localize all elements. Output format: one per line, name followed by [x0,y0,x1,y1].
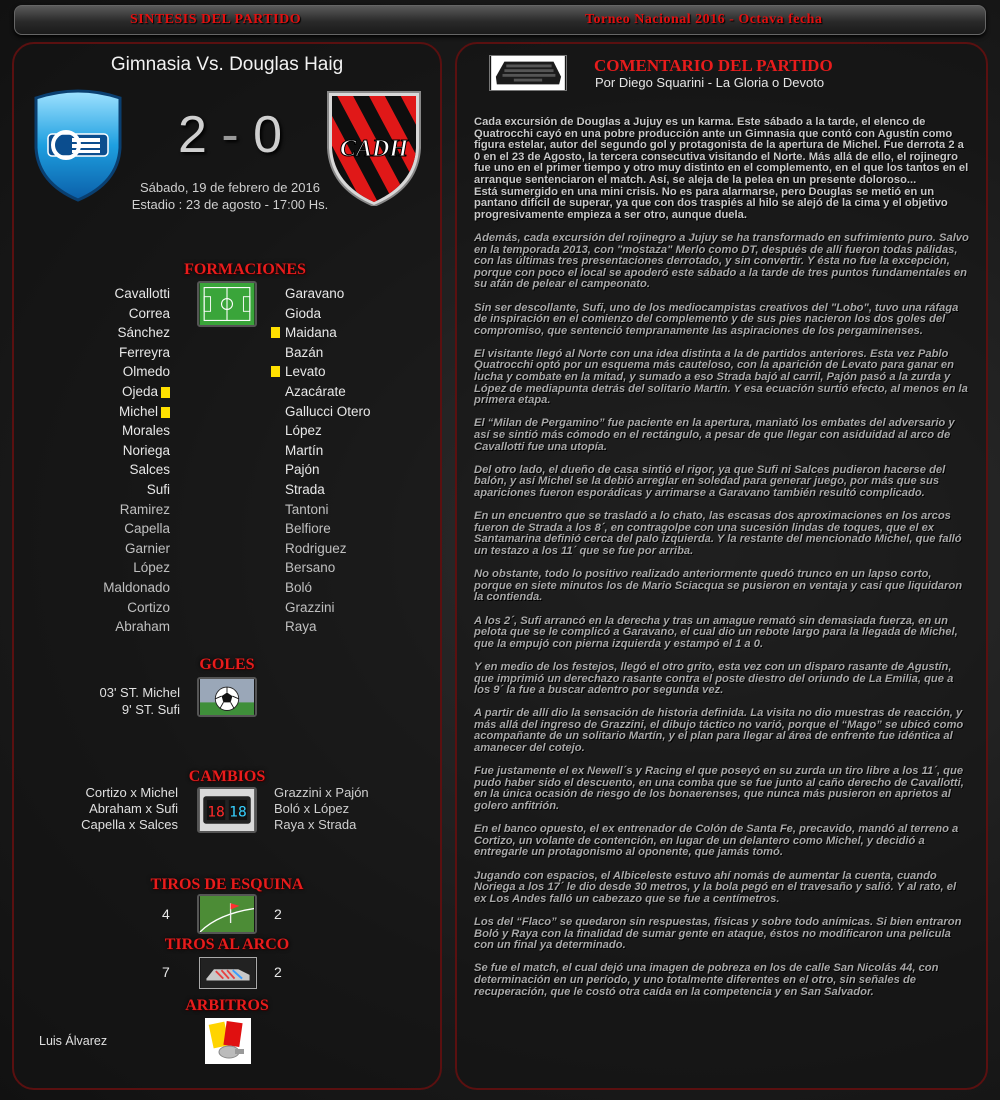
away-substitute: Belfiore [285,521,331,537]
away-corners: 2 [274,906,282,922]
commentary-article [474,117,970,1010]
away-player-with-card [285,362,435,382]
article-paragraph: El “Milan de Pergamino” fue paciente en la apertura, manìató los embates del adversario y así se sintió más cómodo en el rectángulo, a pesar de que llegar con asiduidad al arco de Cavallotti fue una utopía. [474,417,955,453]
soccer-ball-icon [197,677,257,717]
header-left-title: SINTESIS DEL PARTIDO [130,12,302,27]
away-player: Pajón [285,462,320,478]
home-lineup [60,284,170,637]
football-boot-icon [199,957,257,989]
article-paragraph: No obstante, todo lo positivo realizado anteriormente quedó trunco en un lapso corto, porque en siete minutos los de Mario Sciacqua se pusieron en ventaja y casi que liquidaron la contienda. [474,568,963,604]
yellow-card-icon [271,327,280,338]
crest-letters: CADH [339,136,409,162]
home-substitute: Garnier [124,540,170,556]
goal-entry: 03' ST. Michel [99,685,180,700]
match-stadium: Estadio : 23 de agosto - 17:00 Hs. [131,197,329,212]
cambios-title: CAMBIOS [188,768,266,785]
goal-entry: 9' ST. Sufi [121,702,180,717]
article-paragraph: Los del “Flaco” se quedaron sin respuestas, físicas y sobre todo anímicas. Si bien entraron Boló y Raya con la finalidad de sumar gente en ataque, éstos no modificaron una película con un final ya determinado. [474,915,962,952]
svg-text:18: 18 [207,803,225,821]
commentary-author: Por Diego Squarini - La Gloria o Devoto [595,75,825,90]
pitch-icon [197,281,257,327]
shots-title: TIROS AL ARCO [164,936,290,953]
keyboard-icon [489,55,567,91]
away-player: Gallucci Otero [285,403,371,419]
away-player: Bazán [285,344,324,360]
article-paragraph: Cada excursión de Douglas a Jujuy es un karma. Este sábado a la tarde, el elenco de Quatrocchi cayó en una pobre producción ante un Gimnasia que contó con Agustín como figura estelar, autor del segundo gol y protagonista de la apertura de Michel. Fue derrota 2 a 0 en el 23 de Agosto, la tercera consecutiva visitando el Norte. Más allá de ello, el rojinegro fue uno en el primer tiempo y otro muy distinto en el complemento, en el que los tantos en el arranque sentenciaron el match. Así, se aleja de la pelea en un presente doloroso... Está sumergido en una mini crisis. No es para alarmarse, pero Douglas se metió en un pantano difícil de superar, ya que con dos traspiés al hilo se alejó de la cima y el objetivo progresivamente empieza a ser otro, aunque duela. [474,116,969,221]
substitution-entry: Capella x Salces [81,817,178,832]
home-player: Olmedo [122,364,170,380]
home-player: Cavallotti [114,286,170,301]
away-player: López [285,423,322,439]
scoreboard [160,105,300,165]
home-player: Salces [129,462,170,478]
away-player-name: Maidana [285,325,337,341]
article-paragraph: Se fue el match, el cual dejó una imagen de pobreza en los de calle San Nicolás 44, con determinación en un período, y uno totalmente diferentes en el otro, sin señales de recuperación, que le costó otra caída en la competencia y en San Salvador. [474,962,939,998]
article-paragraph: En un encuentro que se trasladó a lo chato, las escasas dos aproximaciones en los arcos fueron de Strada a los 8´, en contragolpe con una sucesión lindas de toques, que el ex Santamarina definió cerca del palo izquierda. Y la restante del mencionado Michel, que falló un testazo a los 11´ que se fue por arriba. [474,510,962,557]
article-paragraph: El visitante llegó al Norte con una idea distinta a la de partidos anteriores. Esta vez Pablo Quatrocchi optó por un esquema más cauteloso, con la aparición de Levato para ganar en lucha y combate en la mitad, y sumado a eso Strada bajó al carril, Pajón pasó a la zurda y López de mediapunta detrás del solitario Martín. Y esa ecuación surtió efecto, al menos en la primera etapa. [474,347,968,407]
away-substitutions [274,785,424,833]
article-paragraph: Fue justamente el ex Newell´s y Racing el que poseyó en su zurda un tiro libre a los 11´, que pudo haber sido el descuento, en una comba que se fue junto al caño derecho de Cavallotti, en la única ocasión de riesgo de los bonaerenses, que nunca más pusieron en aprietos al golero anfitrión. [474,765,964,813]
away-player-name: Levato [285,364,326,380]
home-player-with-card [60,402,170,422]
home-shots: 7 [162,964,170,980]
substitution-entry: Cortizo x Michel [85,785,178,800]
substitution-entry: Boló x López [274,801,350,816]
away-player: Azacárate [285,383,346,399]
article-paragraph: Del otro lado, el dueño de casa sintió el rigor, ya que Sufi ni Salces pudieron hacerse del balón, y así Michel se la debió arreglar en soledad para generar juego, por más que sus apariciones fueron esporádicas y arrimarse a Garavano también resultó complicado. [474,463,946,499]
home-player: Sufi [146,481,170,497]
home-substitute: Maldonado [103,579,170,595]
away-substitute: Raya [285,619,317,635]
commentary-title: COMENTARIO DEL PARTIDO [594,56,833,75]
away-substitute: Bersano [285,560,336,576]
home-player: Ferreyra [118,344,170,360]
away-substitute: Rodriguez [285,540,347,556]
home-substitute: Capella [124,521,170,537]
goals-list [60,684,180,718]
home-corners: 4 [162,906,170,922]
article-paragraph: En el banco opuesto, el ex entrenador de Colón de Santa Fe, precavido, mandó al terreno a Cortizo, un volante de contención, en lugar de un delantero como Michel, y decidió a entregarle un protagonismo al oponente, que jamás tomó. [474,823,959,859]
match-date: Sábado, 19 de febrero de 2016 [140,180,320,195]
substitution-entry: Abraham x Sufi [89,801,178,816]
home-player-with-card [60,382,170,402]
corner-flag-icon [197,894,257,934]
home-player: Morales [121,423,170,439]
home-score: 2 [177,106,207,164]
home-player-name: Ojeda [121,383,158,399]
yellow-card-icon [161,387,170,398]
home-substitute: Abraham [115,619,170,635]
away-lineup [285,284,435,637]
corners-title: TIROS DE ESQUINA [150,876,304,893]
referee-name: Luis Álvarez [39,1034,108,1048]
article-paragraph: Sin ser descollante, Sufi, uno de los mediocampistas creativos del "Lobo", tuvo una ráfaga de inspiración en el comienzo del complemento y de sus pies nacieron los dos goles del compromiso, que sentenció tempranamente las aspiraciones de los pergaminenses. [474,301,959,337]
away-player: Gioda [285,305,322,321]
article-paragraph: Jugando con espacios, el Albiceleste estuvo ahí nomás de aumentar la cuenta, cuando Noriega a los 17´ le dio desde 30 metros, y la bola pegó en el travesaño y salió. Y al rato, el ex Los Andes falló un cabezazo que se fue a centímetros. [474,869,957,905]
formaciones-title: FORMACIONES [184,261,306,278]
article-paragraph: Además, cada excursión del rojinegro a Jujuy se ha transformado en sufrimiento puro. Salvo en la temporada 2013, con "mostaza" Merlo como DT, después de allí fueron todas pálidas, con las últimas tres presentaciones derrotado, y sin convertir. Y ésta no fue la excepción, porque con poco el local se apoderó este sábado a la tarde de tres puntos fundamentales en su afán de pelear el campeonato. [474,231,969,291]
away-substitute: Boló [285,579,313,595]
home-player-name: Michel [118,403,158,419]
header-right-title: Torneo Nacional 2016 - Octava fecha [585,12,823,27]
substitution-entry: Grazzini x Pajón [274,785,369,800]
away-substitute: Tantoni [285,501,329,517]
yellow-card-icon [271,366,280,377]
svg-text:18: 18 [229,803,247,821]
home-substitute: López [133,560,170,576]
home-player: Correa [128,305,170,321]
away-player: Strada [285,481,325,497]
score-separator: - [221,106,239,164]
substitution-board-icon [197,787,257,833]
article-paragraph: A los 2´, Sufi arrancó en la derecha y tras un amague remató sin demasiada fuerza, en un pelota que se le complicó a Garavano, el cual dio un rebote largo para la llegada de Michel, que la empujó con pierna izquierda y estampó el 1 a 0. [474,614,958,650]
substitution-entry: Raya x Strada [274,817,357,832]
home-substitute: Ramirez [119,501,170,517]
away-score: 0 [253,106,283,164]
home-player: Noriega [122,442,170,458]
away-shots: 2 [274,964,282,980]
away-player-with-card [285,323,435,343]
top-banner [14,5,986,35]
match-title: Gimnasia Vs. Douglas Haig [110,54,344,75]
home-player: Sánchez [117,325,170,341]
yellow-card-icon [161,407,170,418]
away-player: Garavano [285,286,345,301]
article-paragraph: Y en medio de los festejos, llegó el otro grito, esta vez con un disparo rasante de Agustín, que imprimió un derechazo rasante contra el poste diestro del oriundo de La Emilia, que a los 9´ la fue a buscar adentro por segunda vez. [474,660,954,697]
article-paragraph: A partir de allí dio la sensación de historia definida. La visita no dio muestras de reacción, y más allá del ingreso de Grazzini, el dibujo táctico no varió, porque el “Mago” se ubicó como acompañante de un solitario Martín, y el plan para llegar al área de enfrente fue idéntica al amanecer del cotejo. [474,707,964,755]
away-player: Martín [285,442,324,458]
goles-title: GOLES [199,656,255,673]
home-substitutions [40,785,178,833]
away-substitute: Grazzini [285,599,335,615]
home-substitute: Cortizo [127,599,170,615]
referee-cards-icon [205,1018,251,1064]
arbitros-title: ARBITROS [185,997,269,1014]
